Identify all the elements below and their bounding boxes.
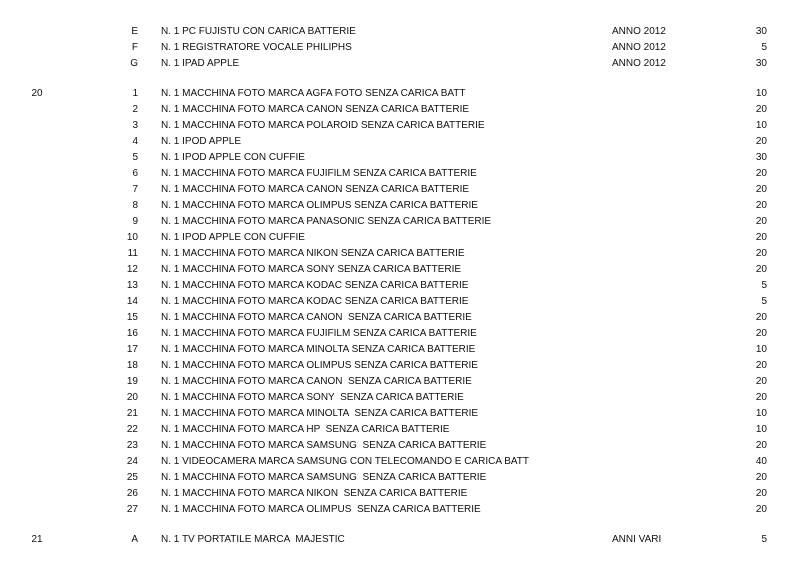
item-description: N. 1 MACCHINA FOTO MARCA POLAROID SENZA CARICA BATTERIE [161, 120, 485, 131]
item-description: N. 1 MACCHINA FOTO MARCA MINOLTA SENZA CARICA BATTERIE [161, 408, 479, 419]
item-quantity: 20 [755, 248, 767, 259]
item-quantity: 5 [761, 280, 767, 291]
item-description: N. 1 MACCHINA FOTO MARCA CANON SENZA CARICA BATTERIE [161, 104, 470, 115]
item-quantity: 10 [755, 88, 767, 99]
item-code: 25 [126, 472, 138, 483]
item-code: 6 [132, 168, 138, 179]
item-description: N. 1 MACCHINA FOTO MARCA SAMSUNG SENZA CARICA BATTERIE [161, 440, 487, 451]
item-description: N. 1 IPOD APPLE [161, 136, 242, 147]
item-description: N. 1 MACCHINA FOTO MARCA PANASONIC SENZA CARICA BATTERIE [161, 216, 492, 227]
table-row [0, 532, 800, 548]
item-description: N. 1 MACCHINA FOTO MARCA SONY SENZA CARICA BATTERIE [161, 264, 462, 275]
table-row [0, 150, 800, 166]
item-description: N. 1 TV PORTATILE MARCA MAJESTIC [161, 534, 345, 545]
table-row [0, 214, 800, 230]
table-row [0, 342, 800, 358]
item-quantity: 20 [755, 392, 767, 403]
item-quantity: 20 [755, 184, 767, 195]
item-quantity: 10 [755, 344, 767, 355]
item-quantity: 20 [755, 104, 767, 115]
item-code: E [131, 26, 138, 37]
table-row [0, 198, 800, 214]
table-row [0, 278, 800, 294]
table-row [0, 406, 800, 422]
item-code: G [130, 58, 138, 69]
item-code: F [131, 42, 138, 53]
item-description: N. 1 MACCHINA FOTO MARCA CANON SENZA CARICA BATTERIE [161, 312, 472, 323]
table-row [0, 182, 800, 198]
item-code: 16 [126, 328, 138, 339]
item-description: N. 1 MACCHINA FOTO MARCA MINOLTA SENZA CARICA BATTERIE [161, 344, 476, 355]
table-row [0, 422, 800, 438]
item-description: N. 1 MACCHINA FOTO MARCA OLIMPUS SENZA CARICA BATTERIE [161, 504, 481, 515]
table-row [0, 326, 800, 342]
item-year: ANNI VARI [612, 534, 662, 545]
item-description: N. 1 PC FUJISTU CON CARICA BATTERIE [161, 26, 356, 37]
table-row [0, 502, 800, 518]
item-quantity: 20 [755, 168, 767, 179]
item-quantity: 5 [761, 296, 767, 307]
item-quantity: 40 [755, 456, 767, 467]
item-quantity: 30 [755, 26, 767, 37]
item-quantity: 20 [755, 440, 767, 451]
item-quantity: 20 [755, 488, 767, 499]
item-code: 23 [126, 440, 138, 451]
item-quantity: 20 [755, 216, 767, 227]
item-code: 14 [126, 296, 138, 307]
item-code: 4 [132, 136, 138, 147]
table-row [0, 262, 800, 278]
table-row [0, 118, 800, 134]
item-quantity: 20 [755, 136, 767, 147]
table-row [0, 246, 800, 262]
lot-number: 21 [31, 534, 43, 545]
item-description: N. 1 MACCHINA FOTO MARCA KODAC SENZA CARICA BATTERIE [161, 296, 469, 307]
table-row [0, 134, 800, 150]
item-quantity: 20 [755, 376, 767, 387]
table-row [0, 166, 800, 182]
item-code: 9 [132, 216, 138, 227]
table-row [0, 294, 800, 310]
item-code: 18 [126, 360, 138, 371]
item-description: N. 1 MACCHINA FOTO MARCA FUJIFILM SENZA CARICA BATTERIE [161, 328, 477, 339]
item-code: 20 [126, 392, 138, 403]
item-year: ANNO 2012 [612, 26, 666, 37]
item-description: N. 1 MACCHINA FOTO MARCA NIKON SENZA CARICA BATTERIE [161, 488, 468, 499]
item-code: 3 [132, 120, 138, 131]
item-description: N. 1 MACCHINA FOTO MARCA CANON SENZA CARICA BATTERIE [161, 376, 472, 387]
table-row [0, 374, 800, 390]
item-code: 26 [126, 488, 138, 499]
item-code: 7 [132, 184, 138, 195]
item-quantity: 10 [755, 408, 767, 419]
item-code: 10 [126, 232, 138, 243]
table-row [0, 486, 800, 502]
item-description: N. 1 MACCHINA FOTO MARCA SAMSUNG SENZA CARICA BATTERIE [161, 472, 487, 483]
table-row [0, 102, 800, 118]
table-row [0, 470, 800, 486]
item-code: A [131, 534, 138, 545]
table-row [0, 24, 800, 40]
item-quantity: 5 [761, 534, 767, 545]
item-description: N. 1 IPOD APPLE CON CUFFIE [161, 152, 305, 163]
item-description: N. 1 IPOD APPLE CON CUFFIE [161, 232, 305, 243]
item-quantity: 20 [755, 264, 767, 275]
item-code: 11 [127, 248, 138, 259]
item-code: 1 [132, 88, 138, 99]
item-code: 13 [126, 280, 138, 291]
table-row [0, 358, 800, 374]
item-code: 15 [126, 312, 138, 323]
lot-number: 20 [31, 88, 43, 99]
item-quantity: 20 [755, 328, 767, 339]
item-quantity: 10 [755, 120, 767, 131]
item-code: 24 [126, 456, 138, 467]
item-quantity: 30 [755, 58, 767, 69]
item-description: N. 1 MACCHINA FOTO MARCA AGFA FOTO SENZA CARICA BATT [161, 88, 466, 99]
item-code: 21 [126, 408, 138, 419]
item-description: N. 1 MACCHINA FOTO MARCA SONY SENZA CARICA BATTERIE [161, 392, 464, 403]
table-row [0, 56, 800, 72]
item-quantity: 20 [755, 504, 767, 515]
item-description: N. 1 MACCHINA FOTO MARCA FUJIFILM SENZA CARICA BATTERIE [161, 168, 477, 179]
item-quantity: 20 [755, 312, 767, 323]
item-description: N. 1 MACCHINA FOTO MARCA KODAC SENZA CARICA BATTERIE [161, 280, 469, 291]
item-code: 8 [132, 200, 138, 211]
item-code: 12 [126, 264, 138, 275]
table-row [0, 40, 800, 56]
table-row [0, 230, 800, 246]
item-year: ANNO 2012 [612, 42, 666, 53]
table-row [0, 310, 800, 326]
item-code: 22 [126, 424, 138, 435]
item-code: 17 [126, 344, 138, 355]
table-row [0, 86, 800, 102]
item-code: 2 [132, 104, 138, 115]
item-quantity: 20 [755, 200, 767, 211]
item-description: N. 1 REGISTRATORE VOCALE PHILIPHS [161, 42, 352, 53]
table-row [0, 390, 800, 406]
item-code: 19 [126, 376, 138, 387]
item-description: N. 1 MACCHINA FOTO MARCA OLIMPUS SENZA CARICA BATTERIE [161, 360, 478, 371]
item-description: N. 1 MACCHINA FOTO MARCA CANON SENZA CARICA BATTERIE [161, 184, 470, 195]
item-quantity: 20 [755, 472, 767, 483]
item-quantity: 20 [755, 232, 767, 243]
item-description: N. 1 VIDEOCAMERA MARCA SAMSUNG CON TELECOMANDO E CARICA BATT [161, 456, 530, 467]
item-quantity: 30 [755, 152, 767, 163]
item-description: N. 1 MACCHINA FOTO MARCA HP SENZA CARICA BATTERIE [161, 424, 450, 435]
item-code: 5 [132, 152, 138, 163]
item-year: ANNO 2012 [612, 58, 666, 69]
item-quantity: 5 [761, 42, 767, 53]
table-row [0, 438, 800, 454]
item-description: N. 1 IPAD APPLE [161, 58, 240, 69]
item-quantity: 20 [755, 360, 767, 371]
item-quantity: 10 [755, 424, 767, 435]
item-code: 27 [126, 504, 138, 515]
item-description: N. 1 MACCHINA FOTO MARCA OLIMPUS SENZA CARICA BATTERIE [161, 200, 478, 211]
table-row [0, 454, 800, 470]
item-description: N. 1 MACCHINA FOTO MARCA NIKON SENZA CARICA BATTERIE [161, 248, 465, 259]
